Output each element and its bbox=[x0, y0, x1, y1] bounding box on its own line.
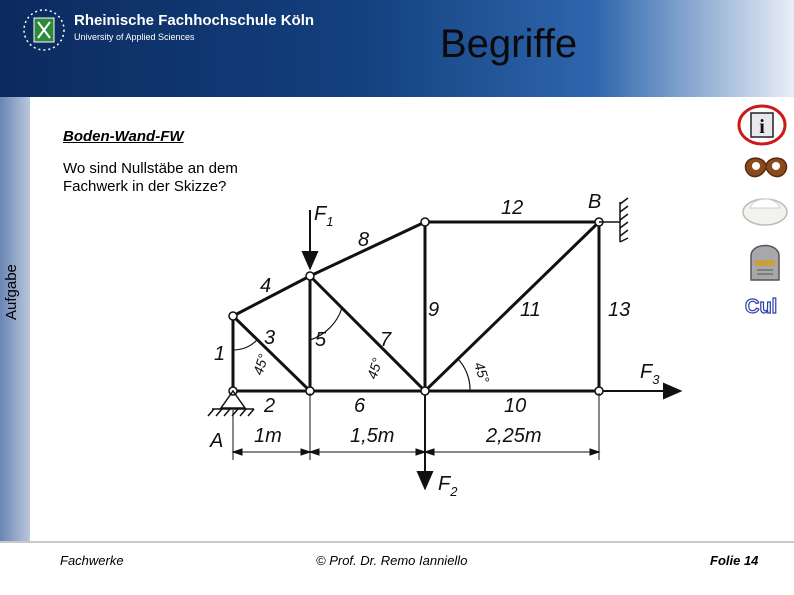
sidebar-label-container bbox=[3, 264, 27, 321]
label-member-3: 3 bbox=[264, 327, 276, 349]
footer-slide-number: Folie 14 bbox=[710, 553, 759, 568]
question-text: Wo sind Nullstäbe an dem Fachwerk in der Skizze? bbox=[63, 160, 238, 195]
label-angle-3: 45° bbox=[471, 359, 493, 386]
joint bbox=[229, 312, 237, 320]
support-a-icon bbox=[208, 391, 254, 416]
truss-diagram bbox=[190, 180, 690, 500]
label-member-4: 4 bbox=[260, 275, 272, 297]
cul-label[interactable]: Cul bbox=[745, 296, 778, 318]
label-f3: $F_3$ bbox=[640, 361, 660, 387]
label-f2: $F_2$ bbox=[438, 473, 458, 499]
info-glyph: i bbox=[759, 116, 765, 138]
label-f1: $F_1$ bbox=[314, 203, 334, 229]
label-angle-2: 45° bbox=[363, 355, 386, 381]
force-f3-arrow-icon bbox=[603, 384, 680, 398]
footer-divider bbox=[0, 541, 794, 543]
label-member-12: 12 bbox=[501, 197, 524, 219]
force-f2-arrow-icon bbox=[418, 395, 432, 488]
footer-topic: Fachwerke bbox=[60, 553, 124, 568]
joint bbox=[421, 218, 429, 226]
label-angle-1: 45° bbox=[249, 351, 272, 377]
label-support-b: B bbox=[588, 191, 602, 213]
label-member-11: 11 bbox=[520, 299, 541, 321]
truss-members bbox=[233, 222, 599, 391]
university-subtitle: University of Applied Sciences bbox=[74, 32, 195, 42]
cream-bowl-icon[interactable] bbox=[740, 188, 790, 228]
support-b-icon bbox=[599, 198, 628, 242]
label-dim-1: 1m bbox=[254, 425, 282, 447]
label-member-8: 8 bbox=[358, 229, 370, 251]
label-dim-2: 1,5m bbox=[350, 425, 395, 447]
university-name: Rheinische Fachhochschule Köln bbox=[74, 12, 315, 29]
label-member-6: 6 bbox=[354, 395, 366, 417]
footer-author: © Prof. Dr. Remo Ianniello bbox=[316, 553, 468, 568]
label-support-a: A bbox=[210, 430, 224, 452]
label-dim-3: 2,25m bbox=[486, 425, 542, 447]
joint bbox=[421, 387, 429, 395]
label-member-7: 7 bbox=[380, 329, 392, 351]
label-member-9: 9 bbox=[428, 299, 440, 321]
knight-helmet-icon[interactable] bbox=[745, 236, 785, 284]
member-11 bbox=[425, 222, 599, 391]
label-member-2: 2 bbox=[264, 395, 276, 417]
pretzel-icon[interactable] bbox=[740, 150, 792, 184]
label-member-10: 10 bbox=[504, 395, 527, 417]
label-member-5: 5 bbox=[315, 329, 327, 351]
member-4 bbox=[233, 276, 310, 316]
university-logo-icon bbox=[22, 8, 66, 52]
sidebar-label: Aufgabe bbox=[3, 264, 20, 320]
section-subtitle: Boden-Wand-FW bbox=[63, 128, 184, 145]
slide-title: Begriffe bbox=[440, 22, 578, 66]
joint bbox=[306, 272, 314, 280]
info-icon[interactable] bbox=[737, 103, 787, 147]
label-member-1: 1 bbox=[214, 343, 226, 365]
header-banner bbox=[0, 0, 794, 97]
label-member-13: 13 bbox=[608, 299, 631, 321]
dimension-line bbox=[233, 393, 599, 460]
